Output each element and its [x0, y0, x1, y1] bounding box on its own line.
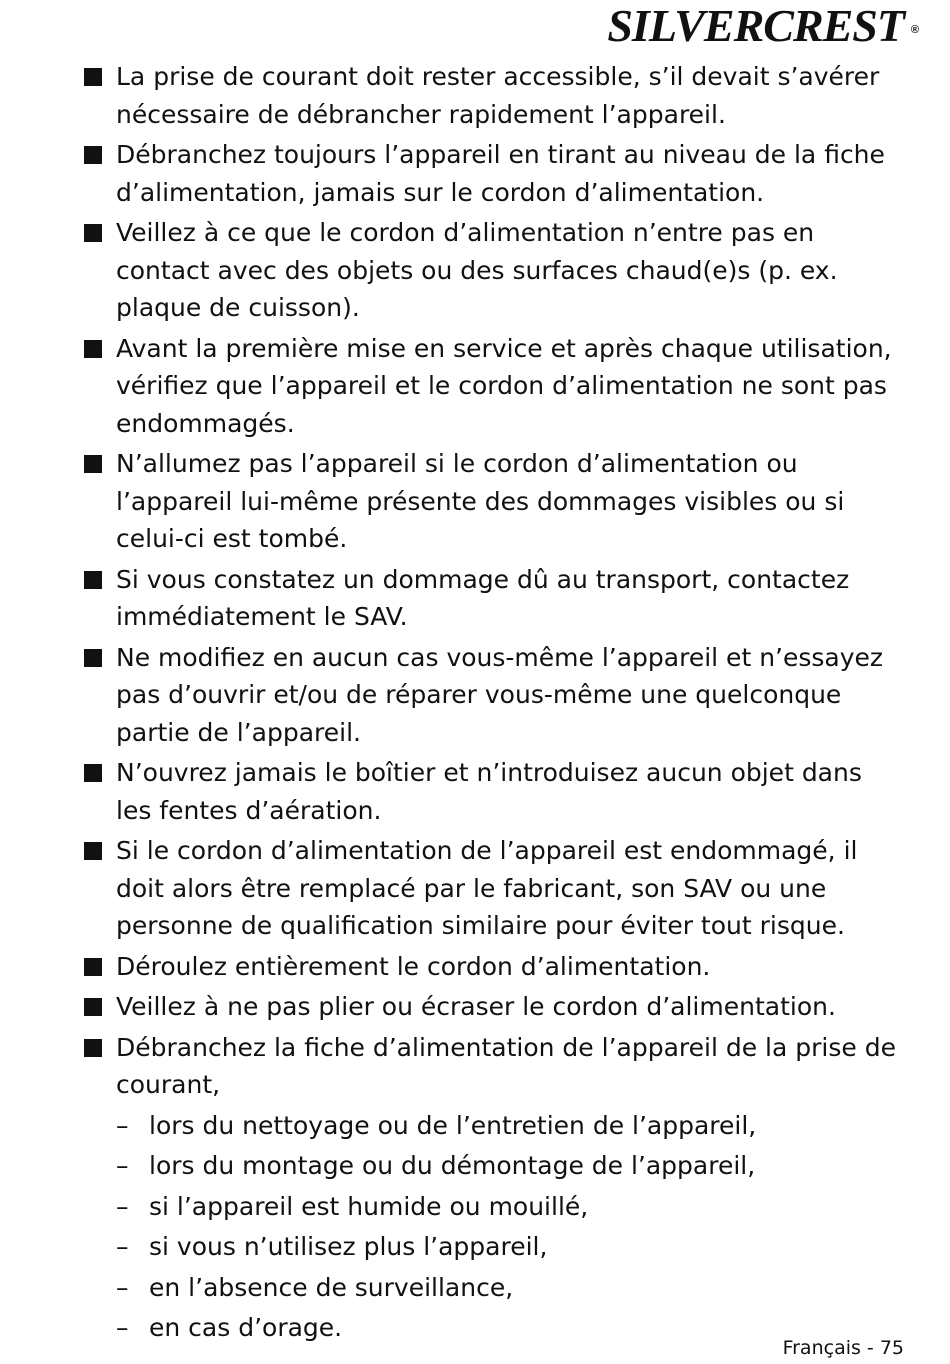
bullet-text: N’allumez pas l’appareil si le cordon d’alimentation ou l’appareil lui-même présente des dommages visibles ou si celui-ci est tombé. [116, 449, 845, 553]
brand-logo [607, 0, 918, 51]
sub-list-item [116, 1228, 904, 1266]
square-bullet-icon [84, 764, 102, 782]
bullet-text: Ne modifiez en aucun cas vous-même l’appareil et n’essayez pas d’ouvrir et/ou de réparer vous-même une quelconque partie de l’appareil. [116, 642, 884, 747]
bullet-item [84, 1029, 904, 1347]
square-bullet-icon [84, 842, 102, 860]
bullet-text: Déroulez entièrement le cordon d’alimentation. [116, 951, 711, 981]
page-footer [783, 1337, 904, 1359]
bullet-text: Si vous constatez un dommage dû au transport, contactez immédiatement le SAV. [116, 564, 850, 631]
bullet-item [84, 639, 904, 752]
brand-name: SILVERCREST [607, 0, 904, 51]
bullet-text: Débranchez toujours l’appareil en tirant au niveau de la fiche d’alimentation, jamais sur le cordon d’alimentation. [116, 140, 885, 207]
sub-list-item [116, 1147, 904, 1185]
bullet-item [84, 988, 904, 1026]
bullet-text: Veillez à ne pas plier ou écraser le cordon d’alimentation. [116, 992, 836, 1021]
bullet-item [84, 445, 904, 558]
sub-list [116, 1107, 904, 1347]
dash-icon: – [116, 1313, 129, 1342]
square-bullet-icon [84, 340, 102, 358]
bullet-item [84, 214, 904, 327]
bullet-item [84, 754, 904, 829]
sub-item-text: lors du montage ou du démontage de l’appareil, [149, 1151, 756, 1180]
dash-icon: – [116, 1191, 129, 1221]
square-bullet-icon [84, 958, 102, 976]
bullet-item [84, 58, 904, 133]
sub-list-item [116, 1269, 904, 1307]
bullet-text: N’ouvrez jamais le boîtier et n’introduisez aucun objet dans les fentes d’aération. [116, 758, 862, 825]
square-bullet-icon [84, 68, 102, 86]
bullet-text: La prise de courant doit rester accessible, s’il devait s’avérer nécessaire de débrancher rapidement l’appareil. [116, 62, 880, 129]
page-number: Français - 75 [782, 1337, 904, 1359]
bullet-list [84, 58, 904, 1347]
bullet-item [84, 561, 904, 636]
bullet-text: Débranchez la fiche d’alimentation de l’appareil de la prise de courant, [116, 1032, 896, 1099]
square-bullet-icon [84, 998, 102, 1016]
square-bullet-icon [84, 571, 102, 589]
sub-item-text: si l’appareil est humide ou mouillé, [149, 1191, 589, 1221]
bullet-item [84, 330, 904, 443]
sub-list-item [116, 1188, 904, 1226]
sub-item-text: en cas d’orage. [149, 1313, 343, 1342]
sub-item-text: lors du nettoyage ou de l’entretien de l’appareil, [149, 1110, 757, 1140]
bullet-text: Veillez à ce que le cordon d’alimentation n’entre pas en contact avec des objets ou des surfaces chaud(e)s (p. ex. plaque de cuisson). [116, 218, 838, 322]
dash-icon: – [116, 1110, 129, 1140]
dash-icon: – [116, 1232, 129, 1261]
sub-item-text: si vous n’utilisez plus l’appareil, [149, 1232, 548, 1261]
sub-list-item [116, 1107, 904, 1145]
sub-item-text: en l’absence de surveillance, [149, 1272, 514, 1302]
bullet-text: Avant la première mise en service et après chaque utilisation, vérifiez que l’appareil et le cordon d’alimentation ne sont pas endommagés. [116, 333, 892, 438]
safety-instructions [84, 58, 904, 1350]
square-bullet-icon [84, 224, 102, 242]
bullet-item [84, 832, 904, 945]
dash-icon: – [116, 1151, 129, 1180]
bullet-item [84, 136, 904, 211]
square-bullet-icon [84, 146, 102, 164]
square-bullet-icon [84, 649, 102, 667]
bullet-item [84, 948, 904, 986]
registered-mark: ® [910, 24, 918, 36]
dash-icon: – [116, 1272, 129, 1302]
square-bullet-icon [84, 455, 102, 473]
bullet-text: Si le cordon d’alimentation de l’appareil est endommagé, il doit alors être remplacé par le fabricant, son SAV ou une personne de qualification similaire pour éviter tout risque. [116, 836, 858, 940]
square-bullet-icon [84, 1039, 102, 1057]
